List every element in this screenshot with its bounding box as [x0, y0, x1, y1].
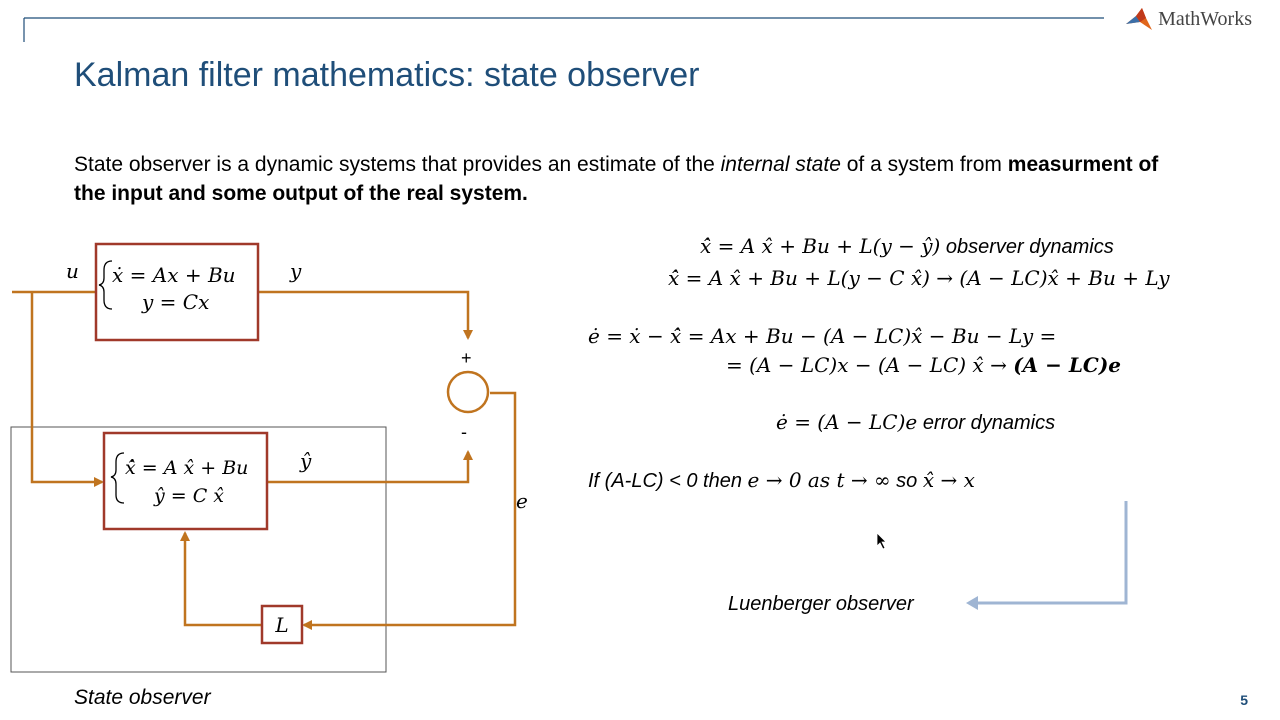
eq1-label: observer dynamics	[945, 236, 1114, 258]
intro-italic: internal state	[720, 153, 841, 176]
intro-text: State observer is a dynamic systems that provides an estimate of the	[74, 153, 721, 176]
summing-junction	[448, 372, 488, 412]
label-yhat: ŷ	[300, 449, 312, 473]
label-minus: -	[461, 422, 467, 442]
plant-eq-2: y = Cx	[142, 290, 210, 314]
stability-condition	[588, 468, 975, 493]
wire-yhat	[267, 452, 468, 482]
mathworks-logo	[1124, 6, 1252, 32]
wire-feedback	[185, 533, 262, 625]
membrane-icon	[1124, 6, 1154, 32]
intro-text-2: of a system from	[840, 153, 1008, 176]
label-e: e	[516, 489, 528, 513]
luenberger-label: Luenberger observer	[728, 593, 914, 615]
label-u: u	[66, 259, 79, 283]
intro-bold: measurment of the input and some output of the real system.	[74, 153, 1159, 205]
page-number: 5	[1240, 692, 1248, 708]
eq4-math: = (A − LC)x − (A − LC) x̂ →	[726, 353, 1014, 377]
diagram-caption: State observer	[74, 686, 211, 709]
eq5-label: error dynamics	[922, 412, 1056, 434]
label-y: y	[290, 259, 302, 283]
plant-eq-1: ẋ = Ax + Bu	[112, 263, 236, 287]
logo-text: MathWorks	[1158, 7, 1252, 30]
wire-y	[258, 292, 468, 338]
observer-eq-2: ŷ = C x̂	[154, 485, 225, 507]
eq5-math: ė = (A − LC)e	[776, 410, 918, 434]
observer-eq-1: x̂̇ = A x̂ + Bu	[125, 457, 249, 479]
wire-e	[304, 393, 515, 625]
cond-prefix: If (A-LC) < 0 then	[588, 470, 748, 492]
slide-title: Kalman filter mathematics: state observer	[74, 56, 700, 94]
observer-block	[104, 433, 267, 529]
equation-error-derivation: ė = ẋ − x̂̇ = Ax + Bu − (A − LC)x̂ − Bu − Ly =	[588, 324, 1057, 348]
equation-error-result	[726, 353, 1121, 378]
luenberger-arrow	[960, 495, 1140, 615]
mouse-cursor-icon	[876, 532, 888, 550]
gain-label: L	[275, 613, 289, 637]
eq1-math: x̂̇ = A x̂ + Bu + L(y − ŷ)	[700, 234, 941, 258]
block-diagram	[0, 0, 560, 690]
cond-math-1: e → 0 as t → ∞	[747, 468, 891, 492]
equation-expanded: x̂̇ = A x̂ + Bu + L(y − C x̂) → (A − LC)x̂ + Bu + Ly	[668, 266, 1170, 290]
label-plus: +	[461, 348, 472, 368]
cond-math-2: x̂ → x	[922, 468, 975, 492]
equation-error-dynamics	[776, 410, 1055, 435]
cond-mid: so	[890, 470, 923, 492]
wire-u-branch	[32, 292, 102, 482]
eq4-bold: (A − LC)e	[1013, 353, 1122, 377]
equation-observer-dynamics	[700, 234, 1114, 259]
